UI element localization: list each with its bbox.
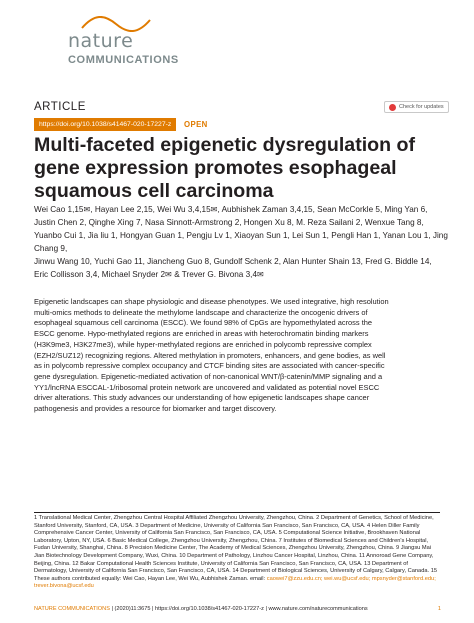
page-footer [34, 606, 441, 612]
check-for-updates-button[interactable] [384, 101, 449, 113]
doi-link[interactable]: https://doi.org/10.1038/s41467-020-17227-z [34, 118, 176, 131]
email-label: email: [249, 575, 266, 582]
open-access-label: OPEN [184, 120, 208, 129]
author-list [34, 203, 449, 281]
footer-citation: | (2020)11:3675 | https://doi.org/10.1038/s41467-020-17227-z | www.nature.com/naturecommunications [111, 606, 368, 612]
article-type-label: ARTICLE [34, 101, 86, 113]
journal-logo[interactable] [34, 14, 204, 66]
author-line: Justin Chen 2, Qinghe Xing 7, Nasa Sinnott-Armstrong 2, Hongen Xu 8, M. Reza Sailani 2, Wenxue Tang 8, [34, 218, 424, 227]
logo-communications-text: COMMUNICATIONS [68, 54, 179, 66]
author-line: Yuanbo Cui 1, Jia liu 1, Hongyan Guan 1, Pengju Lv 1, Xiaoyan Sun 1, Lei Sun 1, Pengli Han 1, Yanan Lou 1, Jing Chang 9, [34, 231, 448, 253]
page-number: 1 [437, 606, 441, 612]
affiliations-text: 1 Translational Medical Center, Zhengzhou Central Hospital Affiliated Zhengzhou University, Zhengzhou, China. 2 Department of Genetics, School of Medicine, Stanford University, Stanford, CA, USA. 3 Department of Medicine, University of California San Francisco, San Francisco, CA, USA. 4 Helen Diller Family Comprehensive Cancer Center, University of California San Francisco, San Francisco, CA, USA. 5 Computational Science Initiative, Brookhaven National Laboratory, Upton, NY, USA. 6 Basic Medical College, Zhengzhou University, Zhengzhou, China. 7 Institutes of Biomedical Sciences and Children's Hospital, Fudan University, Shanghai, China. 8 Precision Medicine Center, The Academy of Medical Sciences, Zhengzhou University, Zhengzhou, China. 9 Jiangsu Mai Jian Biotechnology Development Company, Wuxi, China. 10 Department of Pathology, Linzhou Cancer Hospital, Linzhou, China. 11 Annoroad Gene Company, Beijing, China. 12 Bakar Computational Health Sciences Institute, University of California San Francisco, San Francisco, CA, USA. 13 Department of Dermatology, University of California San Francisco, San Francisco, CA, USA. 14 Department of Biological Sciences, University of Calgary, Calgary, Canada. 15 These authors contributed equally: Wei Cao, Hayan Lee, Wei Wu, Aubhishek Zaman. [34, 515, 438, 582]
affiliations [34, 515, 441, 591]
abstract: Epigenetic landscapes can shape physiologic and disease phenotypes. We used integrative, high resolution multi-omics methods to delineate the methylome landscape and characterize the oncogenic drivers of esophageal squamous cell carcinoma (ESCC). We found 98% of CpGs are hypomethylated across the ESCC genome. Hypo-methylated regions are enriched in areas with heterochromatin binding markers (H3K9me3, H3K27me3), while hyper-methylated regions are enriched in polycomb repressive complex (EZH2/SUZ12) recognizing regions. Altered methylation in promoters, enhancers, and gene bodies, as well as in polycomb repressive complex occupancy and CTCF binding sites are associated with cancer-specific gene dysregulation. Epigenetic-mediated activation of non-canonical WNT/β-catenin/MMP signaling and a YY1/lncRNA ESCCAL-1/ribosomal protein network are uncovered and validated as potential novel ESCC driver alterations. This study advances our understanding of how epigenetic landscapes shape cancer pathogenesis and provides a resource for biomarker and target discovery. [34, 297, 389, 414]
footer-journal[interactable] [34, 606, 368, 612]
check-updates-icon [389, 104, 396, 111]
affiliations-divider [34, 512, 440, 513]
author-line: Eric Collisson 3,4, Michael Snyder 2✉ & Trever G. Bivona 3,4✉ [34, 270, 264, 279]
email-links[interactable]: caowei7@zzu.edu.cn; wei.wu@ucsf.edu; mpsnyder@stanford.edu; trever.bivona@ucsf.edu [34, 575, 436, 590]
footer-journal-name: NATURE COMMUNICATIONS [34, 606, 110, 612]
check-updates-label: Check for updates [399, 104, 444, 110]
logo-nature-text: nature [68, 30, 134, 52]
author-line: Jinwu Wang 10, Yuchi Gao 11, Jiancheng Guo 8, Gundolf Schenk 2, Alan Hunter Shain 13, Fred G. Biddle 14, [34, 257, 432, 266]
author-line: Wei Cao 1,15✉, Hayan Lee 2,15, Wei Wu 3,4,15✉, Aubhishek Zaman 3,4,15, Sean McCorkle 5, Ming Yan 6, [34, 205, 428, 214]
article-title: Multi-faceted epigenetic dysregulation of gene expression promotes esophageal squamous cell carcinoma [34, 134, 416, 202]
